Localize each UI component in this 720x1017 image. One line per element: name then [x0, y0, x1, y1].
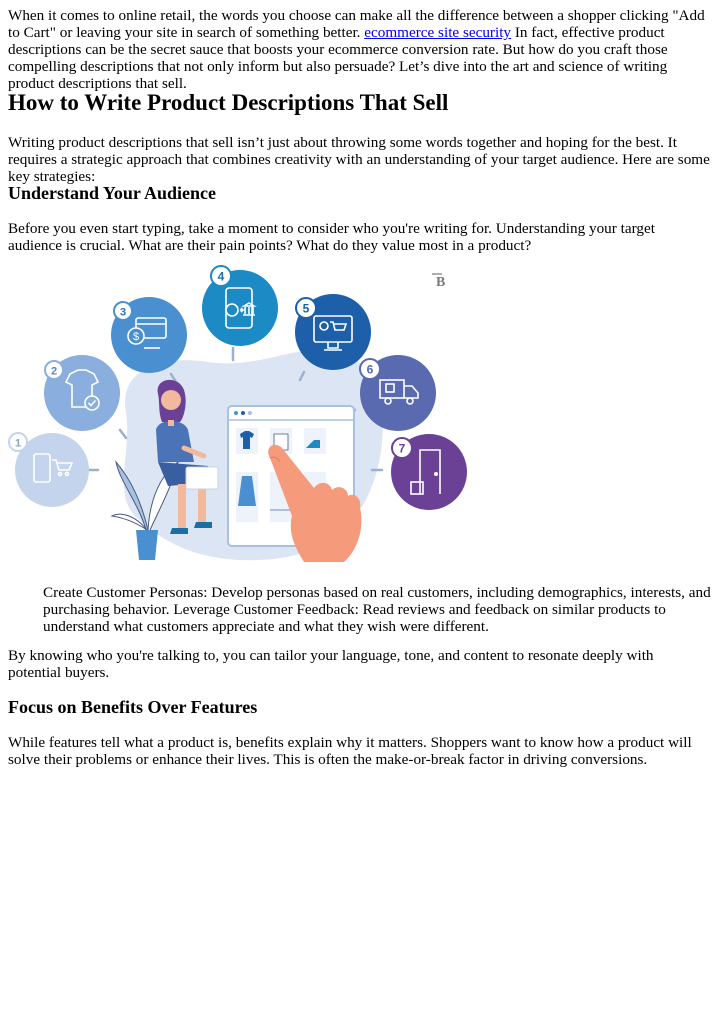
audience-heading: Understand Your Audience: [8, 183, 217, 203]
step-7-number: 7: [398, 441, 406, 456]
audience-tips-blockquote: Create Customer Personas: Develop personas based on real customers, including demographics, interests, and purchasing behavior. Leverage Customer Feedback: Read reviews and feedback on similar products to understand what customers appreciate and what they wish were different.: [43, 584, 711, 635]
step-5-circle: [295, 294, 371, 370]
main-heading: How to Write Product Descriptions That Sell: [8, 90, 449, 115]
tailor-paragraph: By knowing who you're talking to, you can tailor your language, tone, and content to resonate deeply with potential buyers.: [8, 647, 654, 681]
step-4-number: 4: [217, 269, 225, 284]
intro-text-after-link: In fact, effective product descriptions can be the secret sauce that boosts your ecommerce conversion rate. But how do you craft those compelling descriptions that not only inform but also persuade? Let’s dive into the art and science of writing product descriptions that sell.: [8, 24, 668, 92]
benefits-heading: Focus on Benefits Over Features: [8, 697, 258, 717]
illustration-svg: [8, 262, 468, 570]
step-2-circle: [44, 355, 120, 431]
ecommerce-site-security-link[interactable]: ecommerce site security: [364, 24, 512, 41]
step-2-number: 2: [50, 365, 58, 378]
step-1-number: 1: [14, 437, 22, 450]
svg-text:$: $: [132, 331, 140, 343]
step-4-circle: [202, 266, 278, 346]
customer-journey-illustration: [8, 262, 468, 570]
audience-paragraph: Before you even start typing, take a moment to consider who you're writing for. Understanding your target audience is crucial. What are their pain points? What do they value most in a product?: [8, 220, 655, 254]
intro-text-before-link: When it comes to online retail, the words you choose can make all the difference between a shopper clicking "Add to Cart" or leaving your site in search of something better.: [8, 7, 705, 41]
step-7-circle: [391, 434, 467, 510]
strategies-paragraph: Writing product descriptions that sell isn’t just about throwing some words together and hoping for the best. It requires a strategic approach that combines creativity with an understanding of your target audience. Here are some key strategies:: [8, 134, 710, 185]
step-3-circle: [111, 297, 187, 373]
step-6-number: 6: [366, 362, 374, 377]
watermark-logo: B: [436, 275, 446, 290]
step-6-circle: [360, 355, 436, 431]
step-1-circle: [9, 433, 89, 507]
step-5-number: 5: [302, 301, 310, 316]
step-3-number: 3: [119, 306, 127, 319]
intro-paragraph: [8, 7, 714, 92]
benefits-paragraph: While features tell what a product is, benefits explain why it matters. Shoppers want to know how a product will solve their problems or enhance their lives. This is often the make-or-break factor in driving conversions.: [8, 734, 692, 768]
